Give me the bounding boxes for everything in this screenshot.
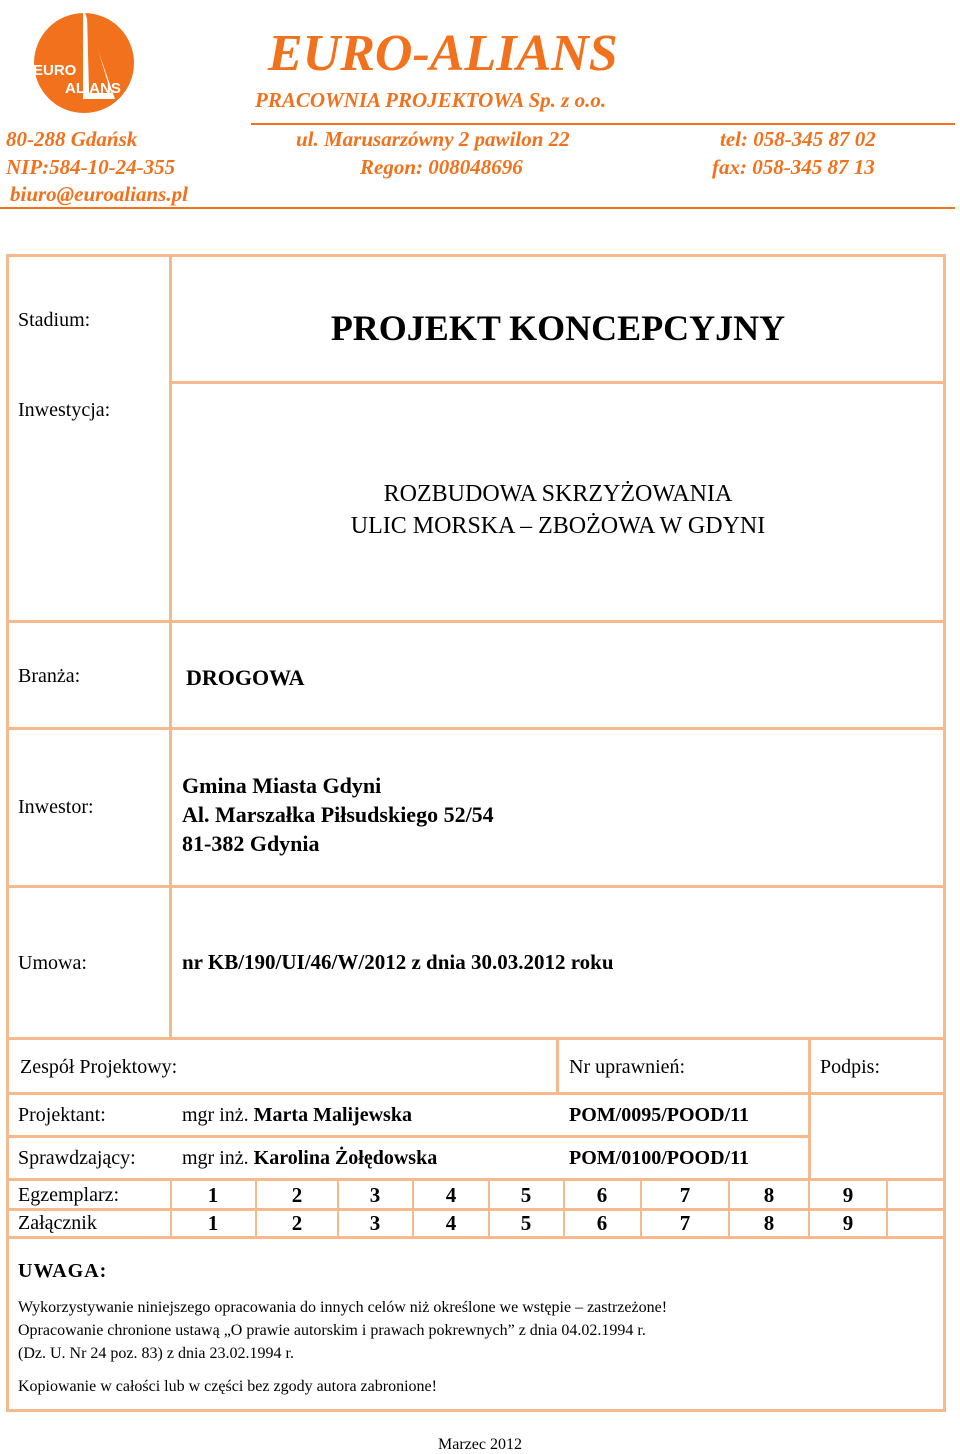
divider-attachments: [6, 1236, 946, 1239]
header-rule-top: [251, 123, 955, 125]
company-logo: [25, 3, 143, 115]
copies-grid-line: [728, 1181, 730, 1239]
team-member-designer: [182, 1103, 412, 1127]
copies-grid-line: [337, 1181, 339, 1239]
stadium-value: PROJEKT KONCEPCYJNY: [330, 308, 786, 348]
copy-number-8: 8: [763, 1183, 775, 1207]
divider-stadium: [169, 381, 946, 384]
address-city: 80-288 Gdańsk: [6, 127, 138, 151]
contract-label: Umowa:: [18, 952, 87, 974]
team-col-permit-right: [808, 1040, 811, 1181]
investment-line-2: ULIC MORSKA – ZBOŻOWA W GDYNI: [350, 513, 766, 539]
copy-number-9: 9: [842, 1183, 854, 1207]
copies-grid-line: [170, 1181, 172, 1239]
branch-label: Branża:: [18, 665, 81, 687]
stadium-label: Stadium:: [18, 309, 91, 331]
header-rule-bottom: [0, 207, 955, 209]
branch-value: DROGOWA: [186, 665, 305, 690]
team-member-checker: [182, 1146, 437, 1170]
copies-grid-line: [488, 1181, 490, 1239]
notice-line-2: Opracowanie chronione ustawą „O prawie autorskim i prawach pokrewnych” z dnia 04.02.1994 r.: [18, 1322, 646, 1339]
investment-label: Inwestycja:: [18, 399, 111, 421]
notice-line-1: Wykorzystywanie niniejszego opracowania do innych celów niż określone we wstępie – zastrzeżone!: [18, 1299, 668, 1316]
column-divider: [169, 254, 172, 1040]
permits-header: Nr uprawnień:: [569, 1056, 686, 1078]
logo-text-euro: EURO: [33, 62, 77, 79]
company-name: EURO-ALIANS: [268, 25, 618, 82]
divider-investor: [6, 885, 946, 888]
contract-value: nr KB/190/UI/46/W/2012 z dnia 30.03.2012 roku: [182, 950, 614, 974]
copies-grid-line: [640, 1181, 642, 1239]
divider-team-row1: [6, 1135, 810, 1138]
copy-number-6: 6: [596, 1183, 608, 1207]
investment-value: [170, 478, 946, 542]
copy-number-2: 2: [291, 1183, 303, 1207]
attachment-number-5: 5: [520, 1211, 532, 1235]
team-role-designer: Projektant:: [18, 1104, 106, 1126]
email-address: biuro@euroalians.pl: [10, 182, 188, 206]
copies-grid-line: [255, 1181, 257, 1239]
regon-number: Regon: 008048696: [360, 155, 523, 179]
investor-label: Inwestor:: [18, 796, 94, 818]
checker-name: Karolina Żołędowska: [253, 1147, 438, 1169]
attachment-number-8: 8: [763, 1211, 775, 1235]
address-street: ul. Marusarzówny 2 pawilon 22: [296, 127, 570, 151]
attachment-number-9: 9: [842, 1211, 854, 1235]
fax-number: fax: 058-345 87 13: [712, 155, 875, 179]
copy-number-4: 4: [445, 1183, 457, 1207]
team-header: Zespół Projektowy:: [20, 1056, 178, 1078]
attachment-number-6: 6: [596, 1211, 608, 1235]
divider-branch: [6, 727, 946, 730]
designer-title: mgr inż.: [182, 1104, 249, 1126]
copy-number-7: 7: [679, 1183, 691, 1207]
copy-label: Egzemplarz:: [18, 1184, 120, 1206]
copies-grid-line: [808, 1181, 810, 1239]
copies-grid-line: [886, 1181, 888, 1239]
divider-team-row2: [6, 1178, 946, 1181]
designer-permit: POM/0095/POOD/11: [569, 1104, 749, 1126]
signature-header: Podpis:: [820, 1056, 881, 1078]
divider-team-header: [6, 1092, 946, 1095]
nip-number: NIP:584-10-24-355: [6, 155, 176, 179]
company-subtitle: PRACOWNIA PROJEKTOWA Sp. z o.o.: [255, 88, 607, 112]
attachment-label: Załącznik: [18, 1212, 97, 1234]
phone-number: tel: 058-345 87 02: [720, 127, 876, 151]
investor-street: Al. Marszałka Piłsudskiego 52/54: [182, 802, 494, 827]
attachment-number-2: 2: [291, 1211, 303, 1235]
attachment-number-3: 3: [369, 1211, 381, 1235]
checker-permit: POM/0100/POOD/11: [569, 1147, 749, 1169]
designer-name: Marta Malijewska: [253, 1104, 412, 1126]
copy-number-1: 1: [207, 1183, 219, 1207]
divider-copies: [6, 1208, 946, 1211]
logo-text-alians: ALIANS: [65, 80, 121, 97]
copies-grid-line: [412, 1181, 414, 1239]
copy-number-3: 3: [369, 1183, 381, 1207]
investment-line-1: ROZBUDOWA SKRZYŻOWANIA: [383, 481, 733, 507]
team-col-permit-left: [556, 1040, 559, 1095]
issue-date: Marzec 2012: [438, 1436, 522, 1453]
divider-investment: [6, 620, 946, 623]
notice-line-3: (Dz. U. Nr 24 poz. 83) z dnia 23.02.1994 r.: [18, 1345, 294, 1362]
attachment-number-1: 1: [207, 1211, 219, 1235]
notice-heading: UWAGA:: [18, 1260, 108, 1282]
notice-line-4: Kopiowanie w całości lub w części bez zgody autora zabronione!: [18, 1378, 437, 1395]
divider-contract: [6, 1037, 946, 1040]
investor-name: Gmina Miasta Gdyni: [182, 773, 382, 798]
attachment-number-4: 4: [445, 1211, 457, 1235]
investor-city: 81-382 Gdynia: [182, 831, 320, 856]
team-role-checker: Sprawdzający:: [18, 1147, 136, 1169]
copies-grid-line: [563, 1181, 565, 1239]
copy-number-5: 5: [520, 1183, 532, 1207]
attachment-number-7: 7: [679, 1211, 691, 1235]
checker-title: mgr inż.: [182, 1147, 249, 1169]
